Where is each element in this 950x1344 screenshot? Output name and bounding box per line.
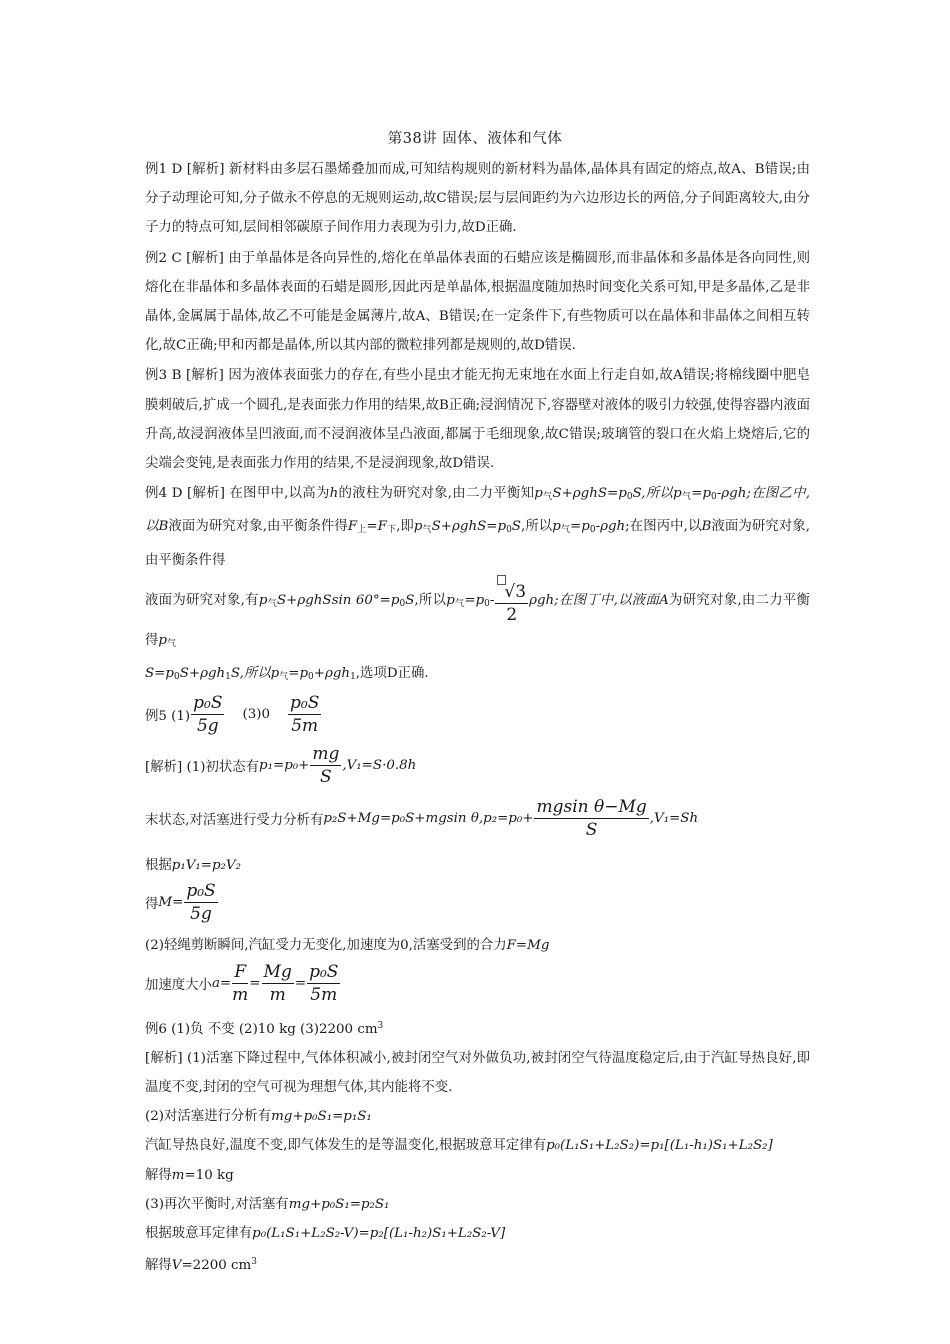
example-6-solution-7: 解得V=2200 $cm^3$	[145, 1257, 257, 1274]
example-1: 例1 D [解析] 新材料由多层石墨烯叠加而成,可知结构规则的新材料为晶体,晶体具有固定的熔点,故A、B错误;由分子动理论可知,分子做永不停息的无规则运动,故C错误;层与层间距约为六边形边长的两倍,分子间距离较大,由分子力的特点可知,层间相邻碳原子间作用力表现为引力,故D正确.	[145, 162, 810, 236]
example-5-answer: 例5 (1) p₀S 5g (3)0 p₀S 5m	[145, 693, 320, 737]
page-title: 第38讲 固体、液体和气体	[387, 131, 563, 147]
solution-body	[145, 155, 810, 1280]
example-5-part-2: (2)轻绳剪断瞬间,汽缸受力无变化,加速度为0,活塞受到的合力F=Mg	[145, 938, 550, 954]
example-6-solution-6: 根据玻意耳定律有p₀(L₁S₁+L₂S₂-V)=p₂[(L₁-h₂)S₁+L₂S₂-V]	[145, 1226, 506, 1242]
example-6-solution-1: [解析] (1)活塞下降过程中,气体体积减小,被封闭空气对外做负功,被封闭空气待温度稳定后,由于汽缸导热良好,即温度不变,封闭的空气可视为理想气体,其内能将不变.	[145, 1050, 810, 1096]
example-5-final-state: 末状态,对活塞进行受力分析有 p₂S+Mg=p₀S+mgsin θ,p₂=p₀+ $\frac{\text{mgsin θ−Mg}}{S}$ ,V₁=Sh	[145, 797, 699, 841]
example-5-solution-1: [解析] (1)初状态有 p₁=p₀+ $\frac{mg}{S}$ ,V₁=S·0.8h	[145, 744, 417, 788]
example-5-result-m: 得 M= $\frac{\text{p₀S}}{5g}$	[145, 881, 216, 925]
example-3: 例3 B [解析] 因为液体表面张力的存在,有些小昆虫才能无拘无束地在水面上行走自如,故A错误;将棉线圈中肥皂膜刺破后,扩成一个圆孔,是表面张力作用的结果,故B正确;浸润情况下,容器壁对液体的吸引力较强,使得容器内液面升高,故浸润液体呈凹液面,而不浸润液体呈凸液面,都属于毛细现象,故C错误;玻璃管的裂口在火焰上烧熔后,它的尖端会变钝,是表面张力作用的结果,不是浸润现象,故D错误.	[145, 368, 810, 472]
example-6-solution-3: 汽缸导热良好,温度不变,即气体发生的是等温变化,根据玻意耳定律有p₀(L₁S₁+L₂S₂)=p₁[(L₁-h₁)S₁+L₂S₂]	[145, 1138, 773, 1154]
example-2: 例2 C [解析] 由于单晶体是各向异性的,熔化在单晶体表面的石蜡应该是椭圆形,而非晶体和多晶体是各向同性,则熔化在非晶体和多晶体表面的石蜡是圆形,因此丙是单晶体,根据温度随加热时间变化关系可知,甲是多晶体,乙是非晶体,金属属于晶体,故乙不可能是金属薄片,故A、B错误;在一定条件下,有些物质可以在晶体和非晶体之间相互转化,故C正确;甲和丙都是晶体,所以其内部的微粒排列都是规则的,故D错误.	[145, 250, 810, 354]
example-6-solution-2: (2)对活塞进行分析有mg+p₀S₁=p₁S₁	[145, 1109, 372, 1125]
example-6-answer: 例6 (1)负 不变 (2)10 kg (3)2200 $cm^3$	[145, 1020, 384, 1037]
example-4: 例4 D [解析] 在图甲中,以高为h的液柱为研究对象,由二力平衡知$p_气S+\rho ghS=p_0S$,所以$p_气=p_0$-ρgh;在图乙中,以B液面为研究对象,由平衡条件得$F_上=F_下$,即$p_气S+\rho ghS=p_0S$,所以$p_气=p_0$-ρgh;在图丙中,以B液面为研究对象,由平衡条件得 液面为研究对象,有$p_气S+\rho ghSsin$ $60^\circ=p_0S$,所以$p_气=p_0-$ $\frac{√3}{2}$ ρgh;在图丁中,以液面A为研究对象,由二力平衡得$p_气$ $S=p_0S+\rho gh_1S$,所以$p_气=p_0+\rho gh_1$,选项D正确.	[145, 486, 811, 683]
sqrt3-over-2: $\frac{√3}{2}$	[495, 575, 528, 626]
example-6-solution-5: (3)再次平衡时,对活塞有mg+p₀S₁=p₂S₁	[145, 1196, 390, 1212]
example-5-boyle: 根据p₁V₁=p₂V₂	[145, 858, 241, 874]
example-6-solution-4: 解得m=10 kg	[145, 1167, 234, 1183]
example-5-acceleration: 加速度大小 a= $\frac{F}{m}$ = $\frac{Mg}{m}$ = $\frac{\text{p₀S}}{5m}$	[145, 961, 339, 1005]
